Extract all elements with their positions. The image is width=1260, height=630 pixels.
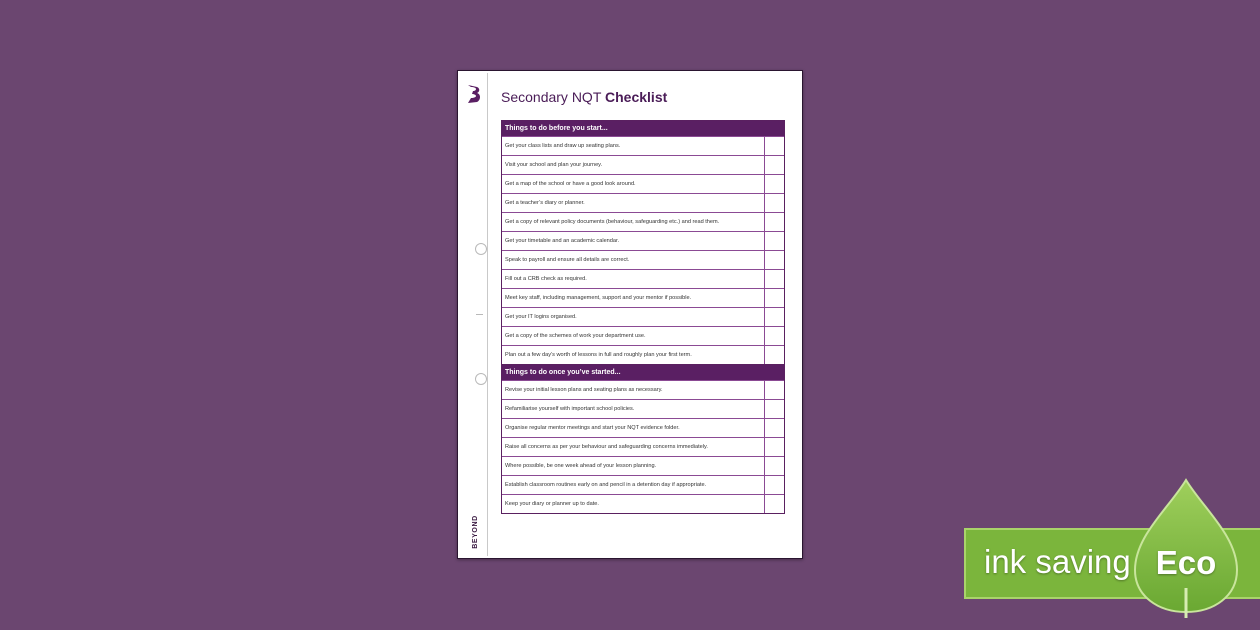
checklist-row [502, 475, 784, 494]
checklist-row [502, 231, 784, 250]
punch-hole [475, 373, 487, 385]
checklist-row [502, 250, 784, 269]
title-prefix: Secondary NQT [501, 89, 602, 105]
checklist-row [502, 193, 784, 212]
checklist-row [502, 380, 784, 399]
checklist-row [502, 288, 784, 307]
checkbox-cell [764, 289, 784, 307]
section-heading: Things to do once you’ve started... [502, 365, 784, 380]
checklist-row [502, 399, 784, 418]
item-text: Keep your diary or planner up to date. [505, 501, 599, 507]
item-text: Where possible, be one week ahead of your lesson planning. [505, 463, 657, 469]
item-text: Get your timetable and an academic calendar. [505, 238, 620, 244]
checklist-row [502, 418, 784, 437]
checkbox-cell [764, 232, 784, 250]
checkbox-cell [764, 194, 784, 212]
checklist-row [502, 155, 784, 174]
checkbox-cell [764, 251, 784, 269]
worksheet-preview [457, 70, 803, 559]
checkbox-cell [764, 175, 784, 193]
checklist-row [502, 437, 784, 456]
binder-margin-line [487, 73, 488, 556]
checklist-row [502, 212, 784, 231]
checklist-row [502, 269, 784, 288]
checklist-table-after [501, 364, 785, 514]
item-text: Get your IT logins organised. [505, 314, 577, 320]
checkbox-cell [764, 476, 784, 494]
checklist-row [502, 307, 784, 326]
beyond-logo-icon [466, 84, 482, 104]
item-text: Establish classroom routines early on and pencil in a detention day if appropriate. [505, 482, 707, 488]
checklist-table-before [501, 120, 785, 365]
checkbox-cell [764, 346, 784, 364]
checklist-row [502, 136, 784, 155]
item-text: Speak to payroll and ensure all details are correct. [505, 257, 630, 263]
checklist-row [502, 494, 784, 513]
checkbox-cell [764, 213, 784, 231]
checkbox-cell [764, 327, 784, 345]
checkbox-cell [764, 495, 784, 513]
page-title [501, 89, 667, 105]
section-heading: Things to do before you start... [502, 121, 784, 136]
eco-label: Eco [1155, 544, 1217, 581]
item-text: Fill out a CRB check as required. [505, 276, 587, 282]
punch-hole [475, 243, 487, 255]
item-text: Refamiliarise yourself with important school policies. [505, 406, 635, 412]
item-text: Get a teacher’s diary or planner. [505, 200, 585, 206]
punch-mark [476, 314, 483, 315]
item-text: Organise regular mentor meetings and start your NQT evidence folder. [505, 425, 680, 431]
checklist-row [502, 345, 784, 364]
brand-vertical-label: BEYOND [472, 515, 479, 549]
ink-saving-label: ink saving [984, 543, 1131, 580]
item-text: Visit your school and plan your journey. [505, 162, 603, 168]
checkbox-cell [764, 270, 784, 288]
checklist-row [502, 326, 784, 345]
item-text: Revise your initial lesson plans and seating plans as necessary. [505, 387, 663, 393]
checklist-row [502, 456, 784, 475]
checkbox-cell [764, 419, 784, 437]
item-text: Get a copy of relevant policy documents (behaviour, safeguarding etc.) and read them. [505, 219, 720, 225]
checkbox-cell [764, 308, 784, 326]
item-text: Plan out a few day’s worth of lessons in full and roughly plan your first term. [505, 352, 692, 358]
item-text: Get a copy of the schemes of work your department use. [505, 333, 646, 339]
title-bold: Checklist [605, 89, 668, 105]
checkbox-cell [764, 156, 784, 174]
item-text: Meet key staff, including management, support and your mentor if possible. [505, 295, 692, 301]
item-text: Raise all concerns as per your behaviour and safeguarding concerns immediately. [505, 444, 708, 450]
checkbox-cell [764, 137, 784, 155]
checkbox-cell [764, 438, 784, 456]
checklist-row [502, 174, 784, 193]
checkbox-cell [764, 381, 784, 399]
item-text: Get a map of the school or have a good look around. [505, 181, 636, 187]
checkbox-cell [764, 400, 784, 418]
checkbox-cell [764, 457, 784, 475]
item-text: Get your class lists and draw up seating plans. [505, 143, 621, 149]
